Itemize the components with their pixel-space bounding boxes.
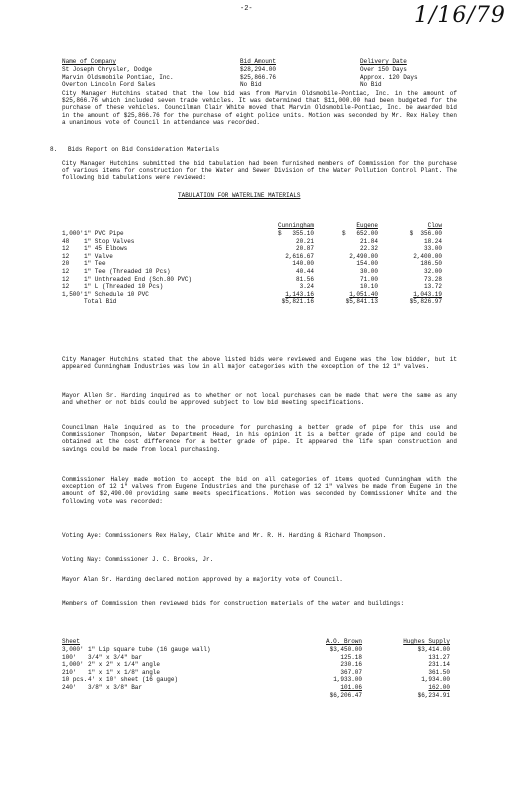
table-cell: 1,143.16 [285, 290, 314, 298]
table-row [62, 245, 442, 253]
column-header: A.O. Brown [325, 638, 362, 646]
table-row [62, 654, 450, 662]
table-header-row [62, 638, 450, 646]
table-row [62, 260, 442, 268]
table-cell: 162.00 [428, 683, 450, 691]
table-cell: 10 pcs. [62, 676, 88, 684]
paragraph-mayor: Mayor Allen Sr. Harding inquired as to whether or not local purchases can be made that were the same as any and whether or not bids could be approved subject to low bid meeting specifications. [62, 392, 457, 407]
table-cell: 12 [62, 267, 70, 275]
table-cell [62, 298, 84, 306]
table-row [62, 291, 442, 299]
table-cell: 210' [62, 668, 77, 676]
table-cell: 1" Valve [84, 252, 113, 260]
table-cell: 125.18 [340, 653, 362, 661]
table-header-row [62, 222, 442, 230]
table-cell: 140.00 [292, 260, 314, 268]
table-cell: 186.50 [420, 260, 442, 268]
table-cell: 33.00 [423, 245, 442, 253]
column-header: Cunningham [277, 222, 314, 230]
table-cell: 3,000' [62, 646, 84, 653]
table-cell: 12 [62, 275, 70, 283]
table-cell: 2,490.00 [349, 252, 378, 260]
table-cell: 367.07 [340, 668, 362, 676]
table-cell: $5,841.13 [345, 298, 378, 306]
table-cell: Marvin Oldsmobile Pontiac, Inc. [62, 73, 174, 81]
table-row [62, 676, 450, 684]
paragraph-motion: Commissioner Haley made motion to accept the bid on all categories of items quoted Cunningham with the exception of 12 1" valves from Eugene Industries and the purchase of 12 1" valves be made from Eugene in the amount of $2,490.00 providing same meets specifications. Motion was seconded by Commissioner White and the following vote was recorded: [62, 476, 457, 505]
table-row [62, 646, 450, 654]
table-cell: 20.87 [295, 245, 314, 253]
table-row [62, 692, 450, 700]
table-cell: $25,866.76 [240, 73, 277, 81]
table-cell: 20.21 [295, 237, 314, 245]
table-cell: Total Bid [84, 298, 117, 306]
table-cell: St Joseph Chrysler, Dodge [62, 66, 153, 73]
table-cell: No Bid [240, 81, 262, 89]
table-cell: 48 [62, 237, 70, 245]
table-row [62, 661, 450, 669]
table-cell: 21.84 [359, 237, 378, 245]
section-heading: 8. Bids Report on Bid Consideration Materials [50, 146, 220, 153]
column-header: Eugene [356, 222, 378, 230]
table-cell: $3,450.00 [329, 646, 362, 653]
paragraph-councilman: Councilman Hale inquired as to the procedure for purchasing a better grade of pipe for this use and Commissioner Thompson, Water Department Head, in his opinion it is a better grade of pipe and could be obtained at the cost difference for a better grade of pipe. It appeared the life span construction and savings could be made from local purchasing. [62, 424, 457, 453]
table-cell: 1" L (Threaded 10 Pcs) [84, 283, 164, 291]
table-cell: 2" x 2" x 1/4" angle [88, 661, 161, 669]
table-cell: 1" Tee (Threaded 10 Pcs) [84, 267, 171, 275]
table-row [62, 298, 442, 306]
table-cell: 71.00 [359, 275, 378, 283]
table-cell: 1,000' [62, 230, 84, 237]
table-cell: 230.16 [340, 661, 362, 669]
page-number: -2- [240, 5, 253, 13]
table-row [62, 268, 442, 276]
table-cell: 22.32 [359, 245, 378, 253]
table-cell: $6,206.47 [329, 691, 362, 699]
table-cell: 1" Tee [84, 260, 106, 268]
table-cell: 1,051.40 [349, 290, 378, 298]
table-cell: 20 [62, 260, 70, 268]
table-cell: 131.27 [428, 653, 450, 661]
table-cell: $5,821.16 [281, 298, 314, 306]
table-cell: 2,400.00 [413, 252, 442, 260]
table-row [62, 238, 442, 246]
table-cell: 10.10 [359, 283, 378, 291]
table-cell: 1,933.00 [333, 676, 362, 684]
table-cell: 81.56 [295, 275, 314, 283]
table-cell: 3.24 [299, 283, 314, 291]
table-cell: $3,414.00 [417, 646, 450, 653]
table-row [62, 81, 418, 89]
table-cell: 101.06 [340, 683, 362, 691]
table-cell: 1" Schedule 10 PVC [84, 290, 149, 298]
table-title: TABULATION FOR WATERLINE MATERIALS [178, 192, 301, 199]
table-cell [62, 692, 88, 700]
table-cell: 361.50 [428, 668, 450, 676]
table-cell: 30.00 [359, 267, 378, 275]
table-cell: 1,043.19 [413, 290, 442, 298]
paragraph-tabulation: Members of Commission then reviewed bids for construction materials of the water and buildings: [62, 600, 405, 607]
table-cell: 1,500' [62, 290, 84, 298]
paragraph-motor-pool: City Manager Hutchins stated that the low bid was from Marvin Oldsmobile-Pontiac, Inc. in the amount of $25,866.76 which included seven trade vehicles. It was determined that $11,000.00 had been budgeted for the purchase of these vehicles. Councilman Clair White moved that Marvin Oldsmobile-Pontiac, Inc. be awarded bid in the amount of $25,866.76 for the purchase of eight police units. Motion was seconded by Mr. Rex Haley then a unanimous vote of Council in attendance was recorded. [62, 90, 457, 126]
table-cell: 3/8" x 3/8" Bar [88, 683, 143, 691]
table-cell: No Bid [360, 81, 382, 89]
table-cell: $ 355.10 [277, 230, 314, 237]
table-cell: $ 356.00 [409, 230, 442, 237]
table-cell: 18.24 [423, 237, 442, 245]
column-header: Sheet [62, 638, 81, 646]
materials-table [62, 208, 442, 320]
table-cell: 12 [62, 245, 70, 253]
table-row [62, 253, 442, 261]
table-cell: 100' [62, 653, 77, 661]
table-cell: 4' x 10' sheet (16 gauge) [88, 676, 179, 684]
voting-nay: Voting Nay: Commissioner J. C. Brooks, Jr. [62, 556, 214, 563]
table-cell: 3/4" x 3/4" bar [88, 653, 143, 661]
table-cell: 32.00 [423, 267, 442, 275]
table-row [62, 66, 418, 74]
column-header: Bid Amount [240, 58, 277, 66]
table-cell: 12 [62, 252, 70, 260]
table-row [62, 684, 450, 692]
table-cell: Overton Lincoln Ford Sales [62, 81, 156, 89]
table-cell: 154.00 [356, 260, 378, 268]
table-cell [88, 692, 300, 700]
table-cell: 231.14 [428, 661, 450, 669]
table-cell: $ 652.00 [341, 230, 378, 237]
table-cell: Approx. 120 Days [360, 73, 418, 81]
table-cell: Over 150 Days [360, 66, 407, 73]
table-cell: 1" Stop Valves [84, 237, 135, 245]
table-cell: 1" 45 Elbows [84, 245, 128, 253]
table-cell: $28,294.00 [240, 66, 277, 73]
table-cell: 240' [62, 683, 77, 691]
handwritten-date: 1/16/79 [414, 3, 506, 28]
table-cell: 73.28 [423, 275, 442, 283]
paragraph-carried: Mayor Alan Sr. Harding declared motion approved by a majority vote of Council. [62, 576, 343, 583]
table-cell: 1" Unthreaded End (Sch.80 PVC) [84, 275, 193, 283]
construction-materials-table [62, 624, 450, 714]
column-header: Clow [427, 222, 442, 230]
voting-aye: Voting Aye: Commissioners Rex Haley, Clair White and Mr. R. H. Harding & Richard Thompson. [62, 532, 387, 539]
table-cell: 2,616.67 [285, 252, 314, 260]
paragraph-materials: City Manager Hutchins submitted the bid tabulation had been furnished members of Commission for the purchase of various items for construction for the Water and Sewer Division of the Water Pollution Control Plant. The following bid tabulations were reviewed: [62, 160, 457, 182]
table-row [62, 276, 442, 284]
table-row [62, 283, 442, 291]
column-header: Hughes Supply [403, 638, 450, 646]
table-cell: 12 [62, 283, 70, 291]
table-row [62, 74, 418, 82]
table-cell: 1,934.00 [421, 676, 450, 684]
table-cell: $6,234.91 [417, 691, 450, 699]
table-cell: 1" PVC Pipe [84, 230, 124, 237]
table-row [62, 669, 450, 677]
table-cell: $5,826.97 [409, 298, 442, 306]
table-cell: 1" x 1" x 1/8" angle [88, 668, 161, 676]
table-cell: 40.44 [295, 267, 314, 275]
table-header-row [62, 58, 418, 66]
column-header [84, 222, 252, 230]
column-header: Name of Company [62, 58, 117, 66]
table-cell: 13.72 [423, 283, 442, 291]
table-cell: 1" Lip square tube (16 gauge wall) [88, 646, 211, 653]
paragraph-review: City Manager Hutchins stated that the above listed bids were reviewed and Eugene was the low bidder, but it appeared Cunningham Industries was low in all major categories with the exception of the 12 1" valves. [62, 356, 457, 371]
table-row [62, 230, 442, 238]
column-header: Delivery Date [360, 58, 407, 66]
table-cell: 1,000' [62, 661, 84, 669]
